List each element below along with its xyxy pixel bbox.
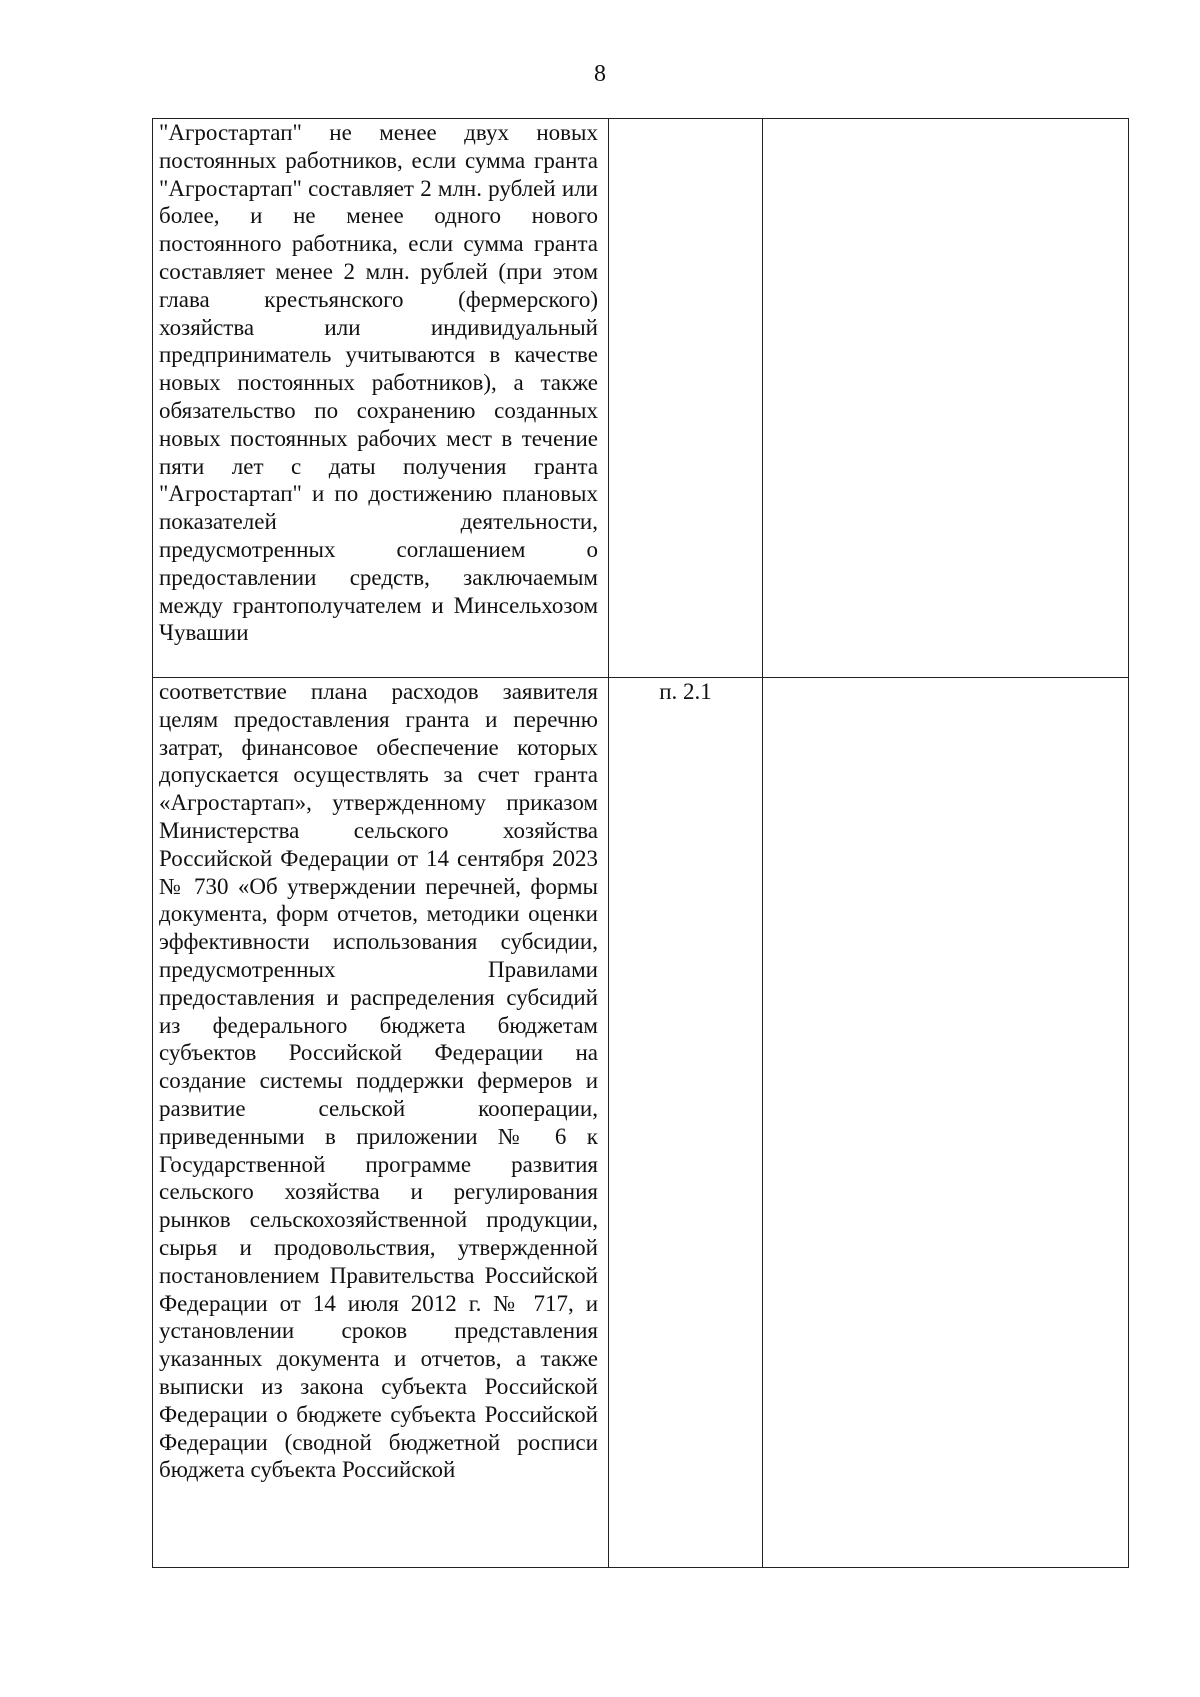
requirement-text: соответствие плана расходов заявителя целям предоставления гранта и перечню затрат, финансовое обеспечение которых допускается осуществлять за счет гранта «Агростартап», утвержденному приказом Министерства сельского хозяйства Российской Федерации от 14 сентября 2023 № 730 «Об утверждении перечней, формы документа, форм отчетов, методики оценки эффективности использования субсидии, предусмотренных Правилами предоставления и распределения субсидий из федерального бюджета бюджетам субъектов Российской Федерации на создание системы поддержки фермеров и развитие сельской кооперации, приведенными в приложении № 6 к Государственной программе развития сельского хозяйства и регулирования рынков сельскохозяйственной продукции, сырья и продовольствия, утвержденной постановлением Правительства Российской Федерации от 14 июля 2012 г. № 717, и установлении сроков представления указанных документа и отчетов, а также выписки из закона субъекта Российской Федерации о бюджете субъекта Российской Федерации (сводной бюджетной росписи бюджета субъекта Российской: [159, 679, 598, 1483]
page-number: 8: [594, 61, 606, 87]
reference-cell: [609, 119, 763, 678]
requirements-table: [152, 118, 1129, 1568]
reference-text: п. 2.1: [659, 679, 712, 704]
note-cell: [763, 119, 1129, 678]
table-row: [153, 678, 1129, 1568]
reference-cell: [609, 678, 763, 1568]
table-row: [153, 119, 1129, 678]
requirement-cell: [153, 678, 609, 1568]
requirement-text: "Агростартап" не менее двух новых постоянных работников, если сумма гранта "Агростартап" составляет 2 млн. рублей или более, и не менее одного нового постоянного работника, если сумма гранта составляет менее 2 млн. рублей (при этом глава крестьянского (фермерского) хозяйства или индивидуальный предприниматель учитываются в качестве новых постоянных работников), а также обязательство по сохранению созданных новых постоянных рабочих мест в течение пяти лет с даты получения гранта "Агростартап" и по достижению плановых показателей деятельности, предусмотренных соглашением о предоставлении средств, заключаемым между грантополучателем и Минсельхозом Чувашии: [159, 120, 598, 646]
note-cell: [763, 678, 1129, 1568]
requirement-cell: [153, 119, 609, 678]
